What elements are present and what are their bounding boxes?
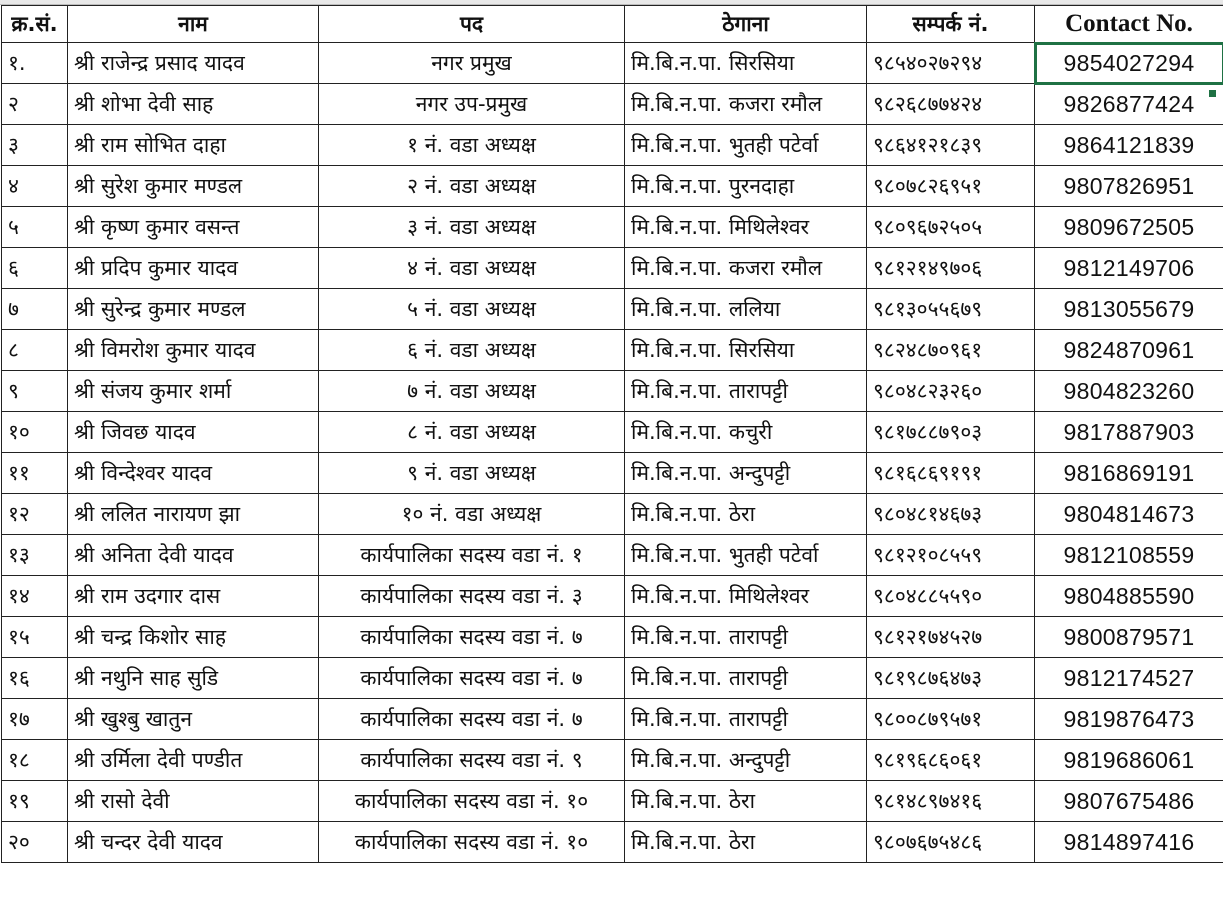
cell-address[interactable]: मि.बि.न.पा. सिरसिया	[625, 43, 867, 84]
cell-contact-np[interactable]: ९८१७८८७९०३	[867, 412, 1035, 453]
table-row	[2, 658, 1223, 699]
cell-post[interactable]: कार्यपालिका सदस्य वडा नं. ७	[319, 699, 625, 740]
cell-contact-en[interactable]: 9819686061	[1035, 740, 1223, 781]
cell-post[interactable]: ४ नं. वडा अध्यक्ष	[319, 248, 625, 289]
cell-contact-en[interactable]: 9824870961	[1035, 330, 1223, 371]
cell-post[interactable]: कार्यपालिका सदस्य वडा नं. ७	[319, 658, 625, 699]
header-row	[2, 6, 1223, 43]
cell-name[interactable]: श्री नथुनि साह सुडि	[68, 658, 319, 699]
cell-address[interactable]: मि.बि.न.पा. कचुरी	[625, 412, 867, 453]
table-row	[2, 412, 1223, 453]
cell-contact-np[interactable]: ९८१९८७६४७३	[867, 658, 1035, 699]
cell-name[interactable]: श्री चन्दर देवी यादव	[68, 822, 319, 863]
cell-contact-en[interactable]: 9807675486	[1035, 781, 1223, 822]
cell-serial[interactable]: १४	[2, 576, 68, 617]
table-row	[2, 453, 1223, 494]
cell-contact-np[interactable]: ९८१६८६९१९१	[867, 453, 1035, 494]
cell-serial[interactable]: ४	[2, 166, 68, 207]
fill-handle[interactable]	[1208, 89, 1217, 98]
cell-serial[interactable]: १०	[2, 412, 68, 453]
cell-post[interactable]: कार्यपालिका सदस्य वडा नं. ९	[319, 740, 625, 781]
cell-serial[interactable]: २०	[2, 822, 68, 863]
table-row	[2, 494, 1223, 535]
cell-post[interactable]: १ नं. वडा अध्यक्ष	[319, 125, 625, 166]
cell-serial[interactable]: १९	[2, 781, 68, 822]
cell-post[interactable]: १० नं. वडा अध्यक्ष	[319, 494, 625, 535]
cell-contact-np[interactable]: ९८१२१७४५२७	[867, 617, 1035, 658]
cell-post[interactable]: ३ नं. वडा अध्यक्ष	[319, 207, 625, 248]
cell-address[interactable]: मि.बि.न.पा. भुतही पटेर्वा	[625, 125, 867, 166]
table-row	[2, 781, 1223, 822]
cell-name[interactable]: श्री चन्द्र किशोर साह	[68, 617, 319, 658]
cell-contact-np[interactable]: ९८०७६७५४८६	[867, 822, 1035, 863]
cell-address[interactable]: मि.बि.न.पा. तारापट्टी	[625, 617, 867, 658]
cell-post[interactable]: २ नं. वडा अध्यक्ष	[319, 166, 625, 207]
table-row	[2, 617, 1223, 658]
cell-contact-np[interactable]: ९८०७८२६९५१	[867, 166, 1035, 207]
cell-name[interactable]: श्री कृष्ण कुमार वसन्त	[68, 207, 319, 248]
table-row	[2, 535, 1223, 576]
cell-contact-en[interactable]: 9817887903	[1035, 412, 1223, 453]
cell-name[interactable]: श्री ललित नारायण झा	[68, 494, 319, 535]
cell-contact-np[interactable]: ९८०४८१४६७३	[867, 494, 1035, 535]
header-serial[interactable]: क्र.सं.	[2, 6, 68, 43]
cell-serial[interactable]: ६	[2, 248, 68, 289]
cell-name[interactable]: श्री अनिता देवी यादव	[68, 535, 319, 576]
cell-contact-en[interactable]: 9819876473	[1035, 699, 1223, 740]
cell-post[interactable]: नगर प्रमुख	[319, 43, 625, 84]
cell-contact-np[interactable]: ९८०९६७२५०५	[867, 207, 1035, 248]
cell-contact-en[interactable]: 9804885590	[1035, 576, 1223, 617]
cell-address[interactable]: मि.बि.न.पा. तारापट्टी	[625, 658, 867, 699]
contact-table	[1, 5, 1223, 863]
cell-name[interactable]: श्री सुरेन्द्र कुमार मण्डल	[68, 289, 319, 330]
table-row	[2, 43, 1223, 84]
cell-address[interactable]: मि.बि.न.पा. तारापट्टी	[625, 699, 867, 740]
table-row	[2, 125, 1223, 166]
cell-address[interactable]: मि.बि.न.पा. ठेरा	[625, 822, 867, 863]
cell-contact-en[interactable]: 9812108559	[1035, 535, 1223, 576]
cell-post[interactable]: कार्यपालिका सदस्य वडा नं. ३	[319, 576, 625, 617]
cell-contact-en[interactable]: 9812149706	[1035, 248, 1223, 289]
cell-serial[interactable]: १५	[2, 617, 68, 658]
cell-post[interactable]: नगर उप-प्रमुख	[319, 84, 625, 125]
table-row	[2, 289, 1223, 330]
cell-name[interactable]: श्री राम उदगार दास	[68, 576, 319, 617]
table-row	[2, 248, 1223, 289]
table-row	[2, 330, 1223, 371]
cell-serial[interactable]: १८	[2, 740, 68, 781]
cell-name[interactable]: श्री राजेन्द्र प्रसाद यादव	[68, 43, 319, 84]
cell-contact-en[interactable]: 9812174527	[1035, 658, 1223, 699]
table-row	[2, 207, 1223, 248]
cell-serial[interactable]: १७	[2, 699, 68, 740]
cell-address[interactable]: मि.बि.न.पा. अन्दुपट्टी	[625, 740, 867, 781]
cell-contact-np[interactable]: ९८५४०२७२९४	[867, 43, 1035, 84]
cell-serial[interactable]: १३	[2, 535, 68, 576]
cell-contact-en[interactable]: 9807826951	[1035, 166, 1223, 207]
cell-contact-en[interactable]: 9826877424	[1035, 84, 1223, 125]
cell-contact-np[interactable]: ९८१९६८६०६१	[867, 740, 1035, 781]
cell-name[interactable]: श्री जिवछ यादव	[68, 412, 319, 453]
cell-address[interactable]: मि.बि.न.पा. ठेरा	[625, 494, 867, 535]
cell-post[interactable]: कार्यपालिका सदस्य वडा नं. १०	[319, 781, 625, 822]
cell-address[interactable]: मि.बि.न.पा. कजरा रमौल	[625, 248, 867, 289]
cell-contact-en[interactable]: 9814897416	[1035, 822, 1223, 863]
cell-contact-en[interactable]: 9804823260	[1035, 371, 1223, 412]
cell-contact-np[interactable]: ९८०४८२३२६०	[867, 371, 1035, 412]
cell-post[interactable]: ५ नं. वडा अध्यक्ष	[319, 289, 625, 330]
cell-contact-en[interactable]: 9864121839	[1035, 125, 1223, 166]
cell-post[interactable]: कार्यपालिका सदस्य वडा नं. १	[319, 535, 625, 576]
cell-name[interactable]: श्री विन्देश्वर यादव	[68, 453, 319, 494]
table-row	[2, 822, 1223, 863]
header-contact-np[interactable]: सम्पर्क नं.	[867, 6, 1035, 43]
header-name[interactable]: नाम	[68, 6, 319, 43]
cell-serial[interactable]: ५	[2, 207, 68, 248]
cell-contact-np[interactable]: ९८१३०५५६७९	[867, 289, 1035, 330]
table-row	[2, 740, 1223, 781]
cell-contact-en[interactable]: 9809672505	[1035, 207, 1223, 248]
cell-post[interactable]: ७ नं. वडा अध्यक्ष	[319, 371, 625, 412]
cell-address[interactable]: मि.बि.न.पा. मिथिलेश्वर	[625, 576, 867, 617]
cell-post[interactable]: ९ नं. वडा अध्यक्ष	[319, 453, 625, 494]
cell-name[interactable]: श्री राम सोभित दाहा	[68, 125, 319, 166]
cell-address[interactable]: मि.बि.न.पा. ठेरा	[625, 781, 867, 822]
cell-contact-np[interactable]: ९८१४८९७४१६	[867, 781, 1035, 822]
cell-contact-en[interactable]: 9804814673	[1035, 494, 1223, 535]
cell-address[interactable]: मि.बि.न.पा. अन्दुपट्टी	[625, 453, 867, 494]
cell-contact-en[interactable]: 9800879571	[1035, 617, 1223, 658]
cell-serial[interactable]: ७	[2, 289, 68, 330]
cell-serial[interactable]: ३	[2, 125, 68, 166]
cell-serial[interactable]: १.	[2, 43, 68, 84]
cell-serial[interactable]: ८	[2, 330, 68, 371]
cell-post[interactable]: ८ नं. वडा अध्यक्ष	[319, 412, 625, 453]
cell-address[interactable]: मि.बि.न.पा. कजरा रमौल	[625, 84, 867, 125]
table-row	[2, 166, 1223, 207]
cell-address[interactable]: मि.बि.न.पा. पुरनदाहा	[625, 166, 867, 207]
cell-serial[interactable]: १६	[2, 658, 68, 699]
cell-name[interactable]: श्री विमरोश कुमार यादव	[68, 330, 319, 371]
cell-contact-np[interactable]: ९८१२१०८५५९	[867, 535, 1035, 576]
cell-contact-en[interactable]: 9816869191	[1035, 453, 1223, 494]
cell-serial[interactable]: ११	[2, 453, 68, 494]
cell-name[interactable]: श्री प्रदिप कुमार यादव	[68, 248, 319, 289]
cell-contact-en[interactable]: 9854027294	[1035, 43, 1223, 84]
cell-name[interactable]: श्री शोभा देवी साह	[68, 84, 319, 125]
cell-address[interactable]: मि.बि.न.पा. तारापट्टी	[625, 371, 867, 412]
cell-address[interactable]: मि.बि.न.पा. सिरसिया	[625, 330, 867, 371]
cell-contact-np[interactable]: ९८२४८७०९६१	[867, 330, 1035, 371]
cell-name[interactable]: श्री सुरेश कुमार मण्डल	[68, 166, 319, 207]
table-row	[2, 576, 1223, 617]
table-row	[2, 371, 1223, 412]
cell-serial[interactable]: १२	[2, 494, 68, 535]
cell-address[interactable]: मि.बि.न.पा. मिथिलेश्वर	[625, 207, 867, 248]
cell-name[interactable]: श्री रासो देवी	[68, 781, 319, 822]
cell-address[interactable]: मि.बि.न.पा. भुतही पटेर्वा	[625, 535, 867, 576]
header-post[interactable]: पद	[319, 6, 625, 43]
cell-name[interactable]: श्री संजय कुमार शर्मा	[68, 371, 319, 412]
cell-address[interactable]: मि.बि.न.पा. ललिया	[625, 289, 867, 330]
cell-contact-np[interactable]: ९८०४८८५५९०	[867, 576, 1035, 617]
cell-contact-np[interactable]: ९८१२१४९७०६	[867, 248, 1035, 289]
cell-contact-np[interactable]: ९८६४१२१८३९	[867, 125, 1035, 166]
table-row	[2, 699, 1223, 740]
cell-post[interactable]: ६ नं. वडा अध्यक्ष	[319, 330, 625, 371]
cell-post[interactable]: कार्यपालिका सदस्य वडा नं. ७	[319, 617, 625, 658]
cell-contact-np[interactable]: ९८२६८७७४२४	[867, 84, 1035, 125]
header-contact-en[interactable]: Contact No.	[1035, 6, 1223, 43]
header-address[interactable]: ठेगाना	[625, 6, 867, 43]
cell-name[interactable]: श्री खुश्बु खातुन	[68, 699, 319, 740]
cell-serial[interactable]: ९	[2, 371, 68, 412]
cell-name[interactable]: श्री उर्मिला देवी पण्डीत	[68, 740, 319, 781]
cell-serial[interactable]: २	[2, 84, 68, 125]
cell-post[interactable]: कार्यपालिका सदस्य वडा नं. १०	[319, 822, 625, 863]
table-row	[2, 84, 1223, 125]
cell-contact-np[interactable]: ९८००८७९५७१	[867, 699, 1035, 740]
cell-contact-en[interactable]: 9813055679	[1035, 289, 1223, 330]
